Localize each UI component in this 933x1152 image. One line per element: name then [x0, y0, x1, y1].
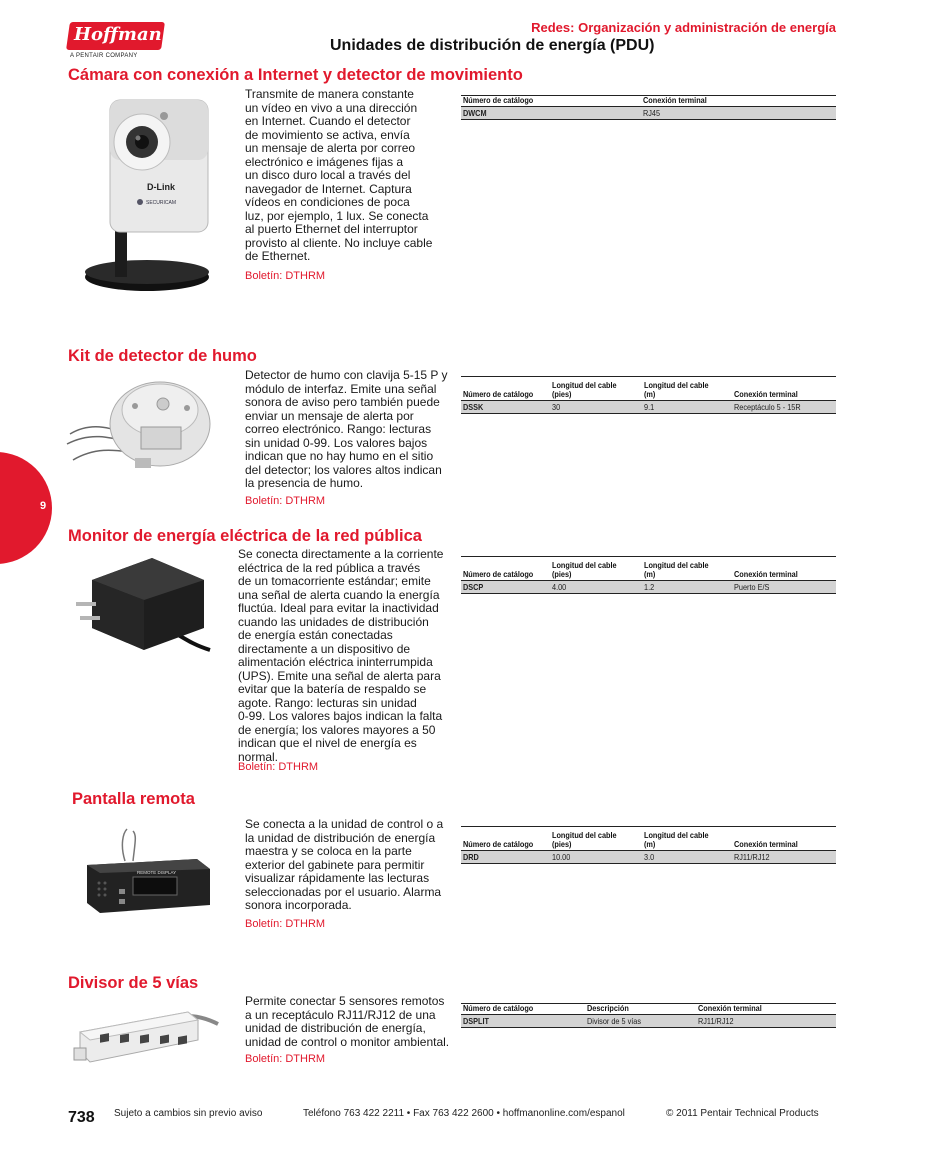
remote-display-label: REMOTE DISPLAY [137, 870, 177, 875]
product-description-power-monitor: Se conecta directamente a la corriente eléctrica de la red pública a través de un tomacorriente estándar; emite una señal de alerta cuando la energía fluctúa. Ideal para evitar la inactividad cuando las unidades de distribución de energía están conectadas directamente a un dispositivo de alimentación eléctrica ininterrumpida (UPS). Emite una señal de alerta para evitar que la batería de respaldo se agote. Rango: lecturas sin unidad 0-99. Los valores bajos indican la falta de energía; los valores mayores a 50 indican que el nivel de energía es normal. [238, 547, 444, 764]
brand-name: Hoffman [74, 24, 162, 45]
footer-copyright: © 2011 Pentair Technical Products [666, 1108, 819, 1119]
bulletin-power-monitor: Boletín: DTHRM [238, 761, 319, 773]
col-header: Número de catálogo [463, 95, 534, 105]
product-title-smoke: Kit de detector de humo [68, 347, 257, 365]
product-description-camera: Transmite de manera constante un vídeo en vivo a una dirección en Internet. Cuando el detector de movimiento se activa, envía un mensaje de alerta por correo electrónico e imágenes fijas a un disco duro local a través del navegador de Internet. Captura vídeos en condiciones de poca luz, por ejemplo, 1 lux. Se conecta al puerto Ethernet del interruptor provisto al cliente. No incluye cable de Ethernet. [245, 87, 433, 263]
product-description-splitter: Permite conectar 5 sensores remotos a un receptáculo RJ11/RJ12 de una unidad de distribución de energía, unidad de control o monitor ambiental. [245, 994, 450, 1049]
spec-table-splitter: Número de catálogo Descripción Conexión terminal DSPLIT Divisor de 5 vías RJ11/RJ12 [461, 1003, 836, 1028]
product-description-remote-display: Se conecta a la unidad de control o a la unidad de distribución de energía maestra y se coloca en la parte exterior del gabinete para permitir visualizar rápidamente las lecturas seleccionadas por el usuario. Alarma sonora incorporada. [245, 817, 444, 912]
table-row: DRD 10.00 3.0 RJ11/RJ12 [461, 851, 836, 864]
product-description-smoke: Detector de humo con clavija 5-15 P y módulo de interfaz. Emite una señal sonora de aviso pero también puede enviar un mensaje de alerta por correo electrónico. Rango: lecturas sin unidad 0-99. Los valores bajos indican que no hay humo en el sitio del detector; los valores altos indican la presencia de humo. [245, 368, 448, 490]
table-row: DWCM RJ45 [461, 107, 836, 120]
product-title-splitter: Divisor de 5 vías [68, 974, 199, 992]
spec-table-smoke: Número de catálogo Longitud del cable (pies) Longitud del cable (m) Conexión terminal DSSK 30 9.1 Receptáculo 5 - 15R [461, 376, 836, 414]
bulletin-splitter: Boletín: DTHRM [245, 1053, 326, 1065]
spec-table-remote-display: Número de catálogo Longitud del cable (pies) Longitud del cable (m) Conexión terminal DRD 10.00 3.0 RJ11/RJ12 [461, 826, 836, 864]
product-title-remote-display: Pantalla remota [72, 790, 195, 808]
spec-table-power-monitor: Número de catálogo Longitud del cable (pies) Longitud del cable (m) Conexión terminal DSCP 4.00 1.2 Puerto E/S [461, 556, 836, 594]
table-row: DSPLIT Divisor de 5 vías RJ11/RJ12 [461, 1015, 836, 1028]
table-row: DSCP 4.00 1.2 Puerto E/S [461, 581, 836, 594]
section-heading: Redes: Organización y administración de energía [531, 20, 836, 35]
smoke-detector-image [65, 372, 215, 472]
remote-display-image [75, 825, 217, 920]
col-header: Conexión terminal [643, 95, 707, 105]
page-title: Unidades de distribución de energía (PDU) [330, 37, 655, 54]
camera-brand-label: D-Link [147, 182, 175, 192]
spec-table-camera [461, 95, 836, 120]
table-row: DSSK 30 9.1 Receptáculo 5 - 15R [461, 401, 836, 414]
camera-image [72, 92, 212, 304]
page-number: 738 [68, 1109, 95, 1126]
bulletin-camera: Boletín: DTHRM [245, 270, 326, 282]
hoffman-logo [68, 22, 163, 64]
bulletin-smoke: Boletín: DTHRM [245, 495, 326, 507]
brand-tagline: A PENTAIR COMPANY [70, 53, 138, 59]
footer-notice: Sujeto a cambios sin previo aviso [114, 1108, 263, 1119]
chapter-number: 9 [40, 500, 47, 512]
chapter-tab [0, 452, 52, 564]
splitter-image [70, 1002, 220, 1074]
product-title-camera: Cámara con conexión a Internet y detector de movimiento [68, 66, 523, 84]
bulletin-remote-display: Boletín: DTHRM [245, 918, 326, 930]
product-title-power-monitor: Monitor de energía eléctrica de la red pública [68, 527, 422, 545]
svg-text:SECURICAM: SECURICAM [146, 200, 177, 206]
power-monitor-image [72, 550, 212, 658]
footer-contact: Teléfono 763 422 2211 • Fax 763 422 2600 • hoffmanonline.com/espanol [303, 1108, 625, 1119]
